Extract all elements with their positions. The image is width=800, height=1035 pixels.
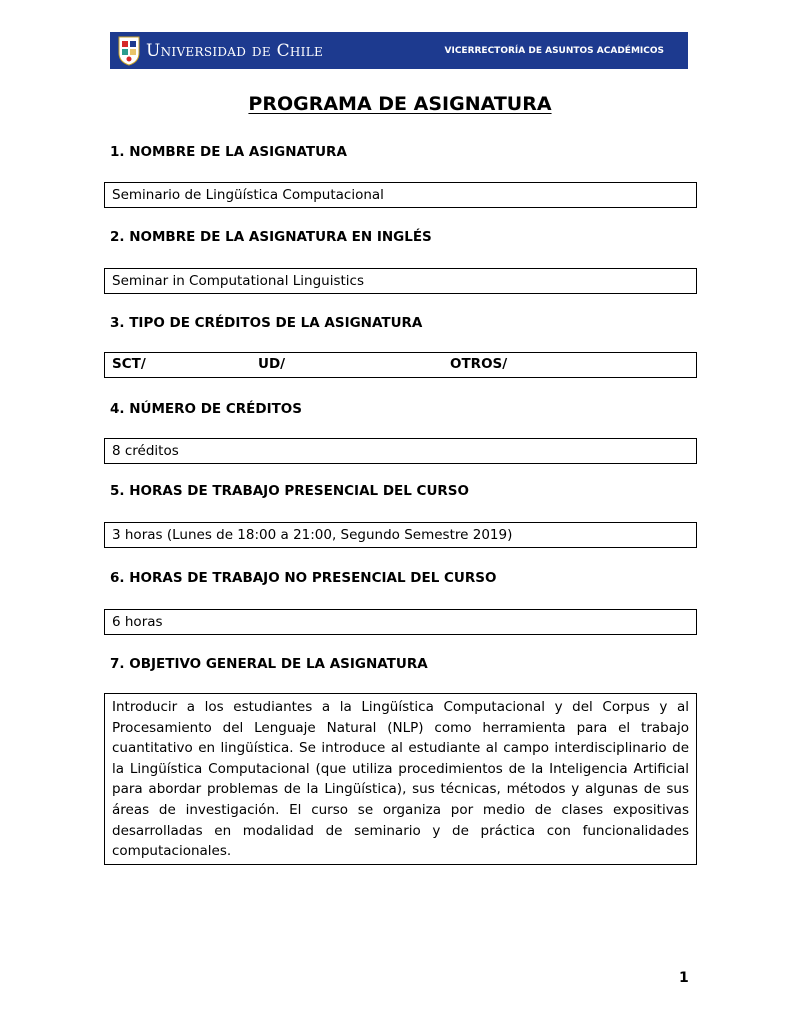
section-1-value: Seminario de Lingüística Computacional — [104, 182, 697, 208]
section-4-value: 8 créditos — [104, 438, 697, 464]
section-7-heading: 7. OBJETIVO GENERAL DE LA ASIGNATURA — [110, 656, 428, 672]
credit-ud-label: UD/ — [258, 356, 286, 372]
section-2-heading: 2. NOMBRE DE LA ASIGNATURA EN INGLÉS — [110, 229, 432, 245]
section-7-objective-text: Introducir a los estudiantes a la Lingüística Computacional y del Corpus y al Procesamiento del Lenguaje Natural (NLP) como herramienta para el trabajo cuantitativo en lingüística. Se introduce al estudiante al campo interdisciplinario de la Lingüística Computacional (que utiliza procedimientos de la Inteligencia Artificial para abordar problemas de la Lingüística), sus técnicas, métodos y algunas de sus áreas de investigación. El curso se organiza por medio de clases expositivas desarrolladas en modalidad de seminario y de práctica con funcionalidades computacionales. — [104, 693, 697, 865]
section-2-value: Seminar in Computational Linguistics — [104, 268, 697, 294]
brand — [118, 36, 323, 66]
section-5-heading: 5. HORAS DE TRABAJO PRESENCIAL DEL CURSO — [110, 483, 470, 499]
credit-sct-label: SCT/ — [112, 356, 146, 372]
section-3-heading: 3. TIPO DE CRÉDITOS DE LA ASIGNATURA — [110, 315, 423, 331]
credit-otros-label: OTROS/ — [450, 356, 508, 372]
header-banner — [110, 32, 688, 69]
university-shield-icon — [118, 36, 140, 66]
section-5-value: 3 horas (Lunes de 18:00 a 21:00, Segundo Semestre 2019) — [104, 522, 697, 548]
page-title: PROGRAMA DE ASIGNATURA — [248, 93, 552, 115]
section-6-value: 6 horas — [104, 609, 697, 635]
section-4-heading: 4. NÚMERO DE CRÉDITOS — [110, 401, 302, 417]
page-number: 1 — [679, 970, 689, 986]
section-6-heading: 6. HORAS DE TRABAJO NO PRESENCIAL DEL CURSO — [110, 570, 497, 586]
university-name: Universidad de Chile — [146, 40, 324, 61]
section-3-credit-types — [104, 352, 697, 378]
office-name: VICERRECTORÍA DE ASUNTOS ACADÉMICOS — [444, 45, 664, 56]
section-1-heading: 1. NOMBRE DE LA ASIGNATURA — [110, 144, 347, 160]
